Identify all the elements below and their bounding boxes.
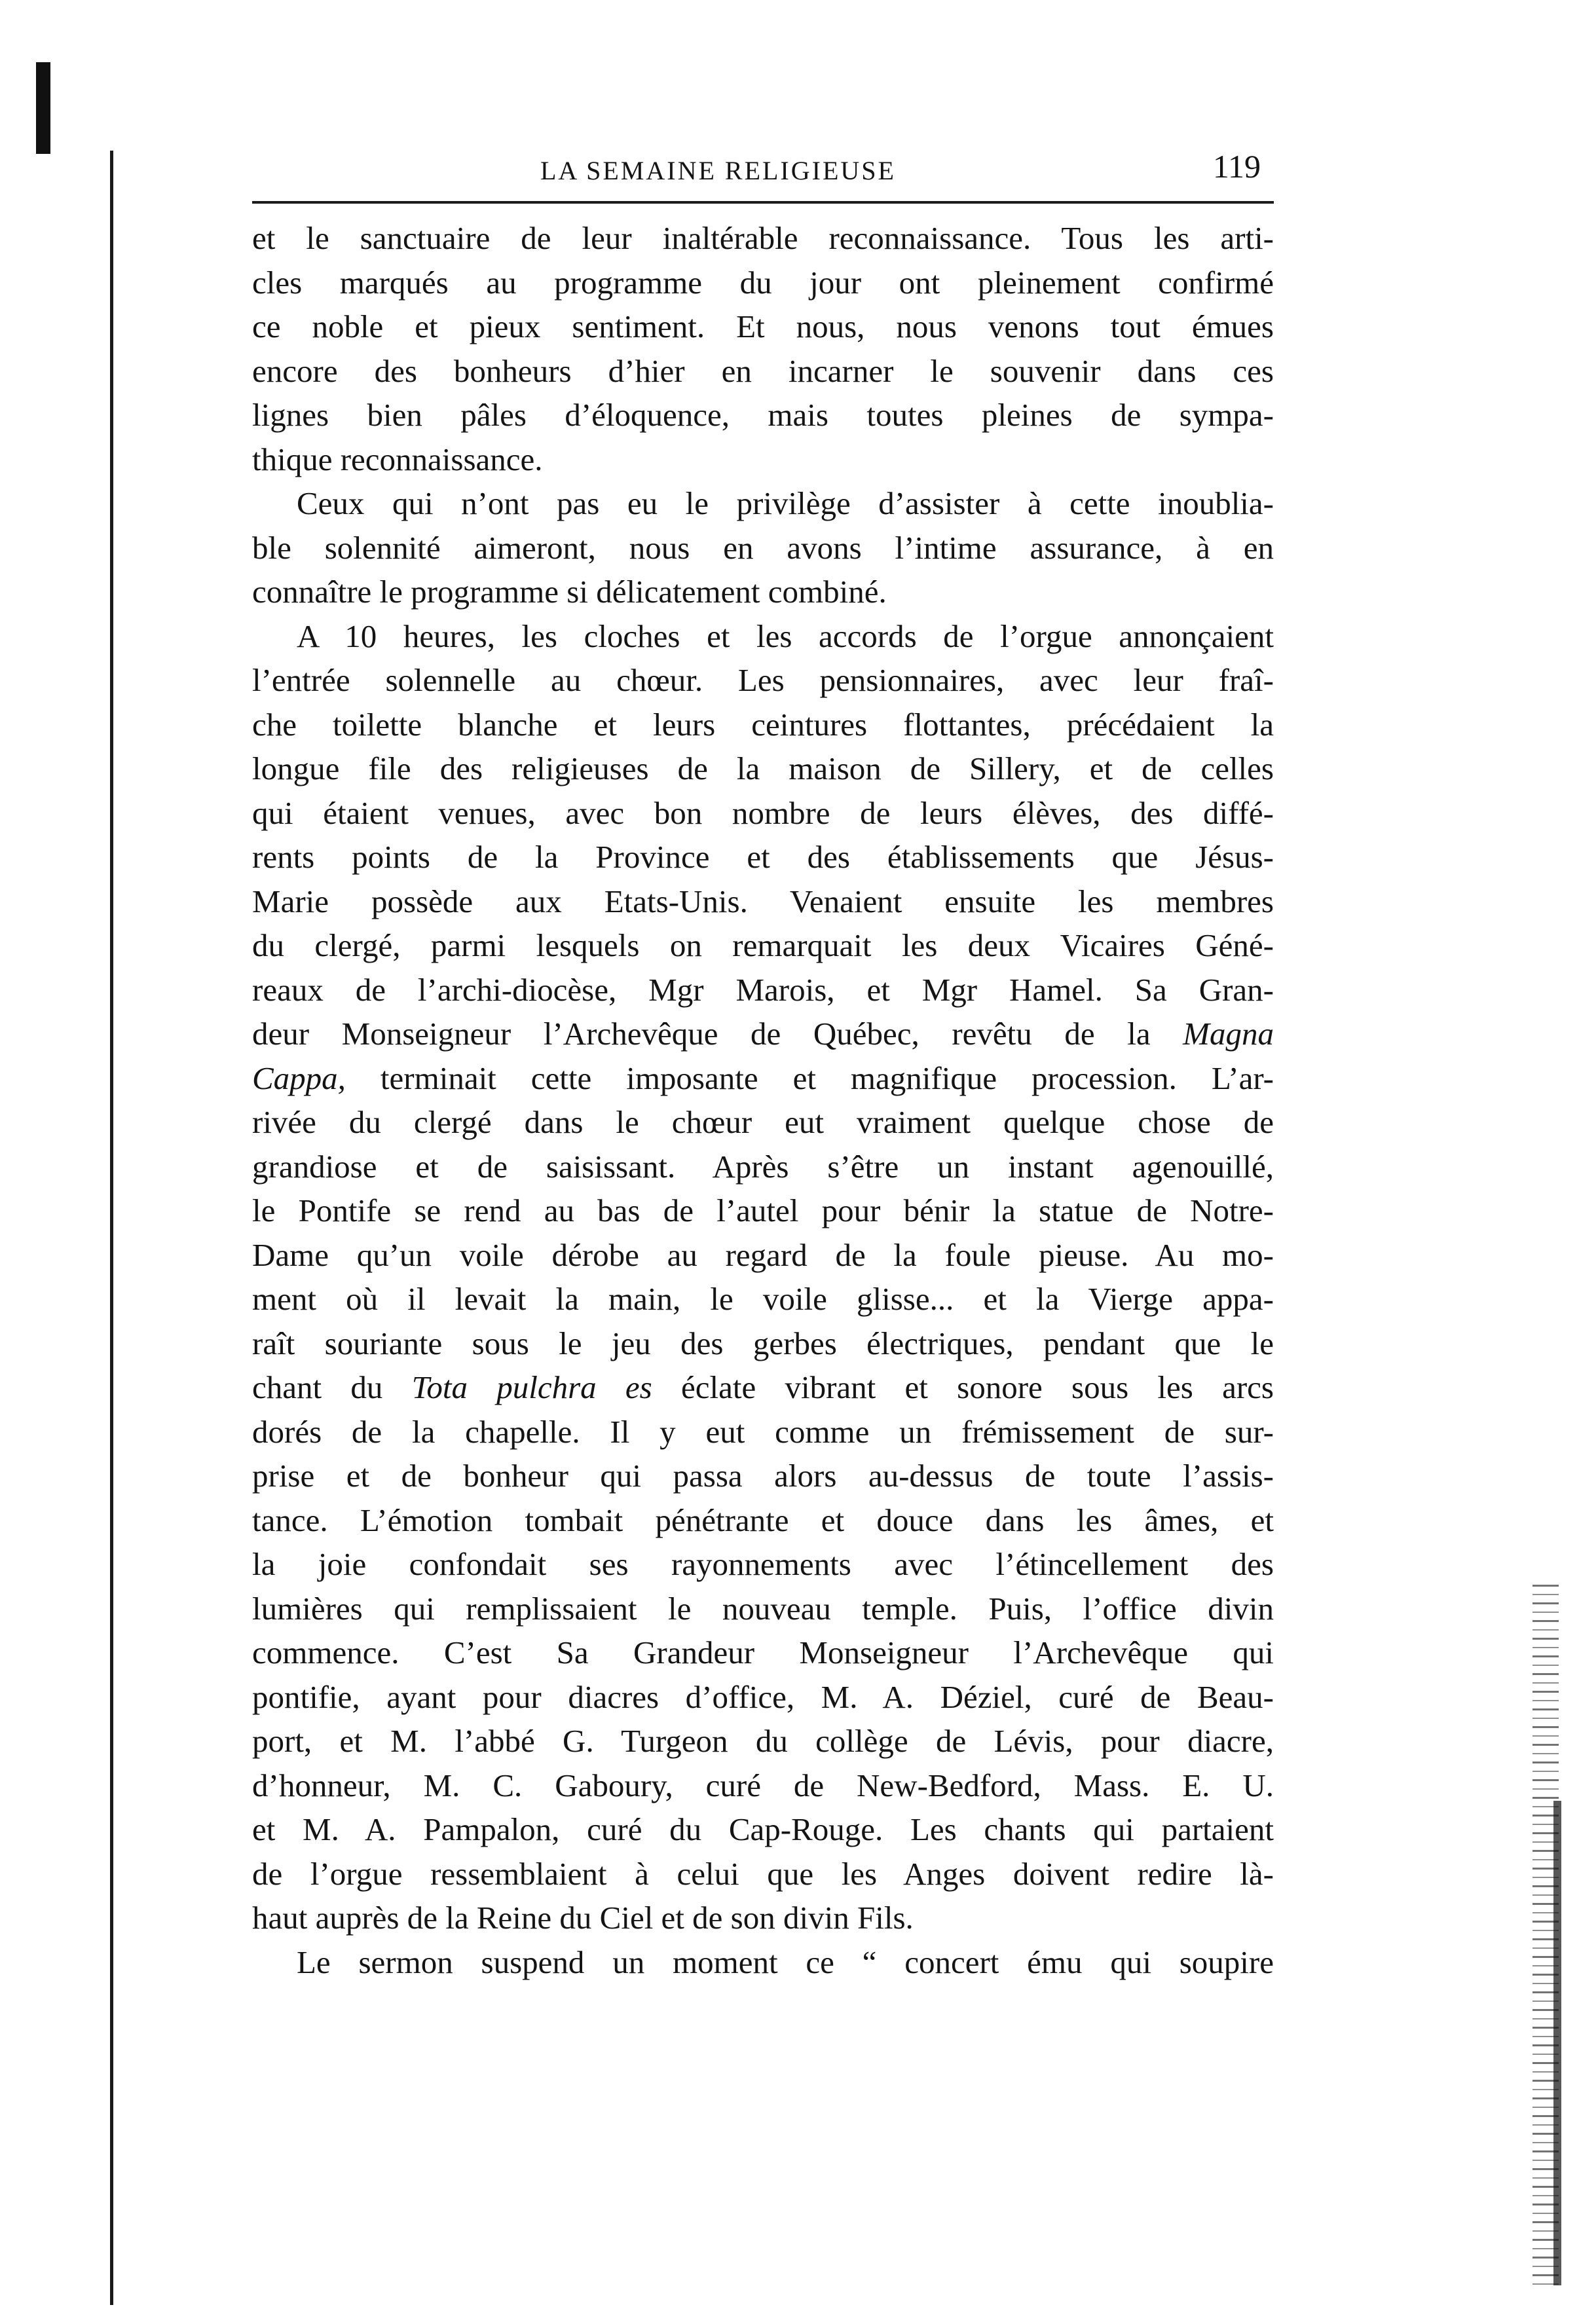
text-line: connaître le programme si délicatement combiné. xyxy=(252,574,887,610)
italic-run: Magna xyxy=(1183,1016,1274,1052)
page-number: 119 xyxy=(1212,148,1261,185)
header-rule xyxy=(252,201,1274,204)
text-run: deur Monseigneur l’Archevêque de Québec, revêtu de la xyxy=(252,1016,1183,1052)
text-line: rivée du clergé dans le chœur eut vraiment quelque chose de xyxy=(252,1104,1274,1140)
text-line xyxy=(252,1012,1274,1056)
text-line: grandiose et de saisissant. Après s’être un instant agenouillé, xyxy=(252,1148,1274,1185)
text-line: che toilette blanche et leurs ceintures flottantes, précédaient la xyxy=(252,706,1274,743)
text-line: Ceux qui n’ont pas eu le privilège d’assister à cette inoublia- xyxy=(297,485,1274,521)
text-line: ble solennité aimeront, nous en avons l’intime assurance, à en xyxy=(252,529,1274,566)
text-line: de l’orgue ressemblaient à celui que les Anges doivent redire là- xyxy=(252,1855,1274,1892)
text-line: port, et M. l’abbé G. Turgeon du collège de Lévis, pour diacre, xyxy=(252,1723,1274,1759)
text-line: du clergé, parmi lesquels on remarquait les deux Vicaires Géné- xyxy=(252,927,1274,963)
text-line: prise et de bonheur qui passa alors au-dessus de toute l’assis- xyxy=(252,1458,1274,1494)
text-line: A 10 heures, les cloches et les accords de l’orgue annonçaient xyxy=(297,618,1274,654)
text-line: pontifie, ayant pour diacres d’office, M. A. Déziel, curé de Beau- xyxy=(252,1678,1274,1715)
text-line: Le sermon suspend un moment ce “ concert ému qui soupire xyxy=(297,1944,1274,1980)
text-line: longue file des religieuses de la maison de Sillery, et de celles xyxy=(252,750,1274,786)
text-line: Dame qu’un voile dérobe au regard de la foule pieuse. Au mo- xyxy=(252,1236,1274,1273)
italic-run: Tota pulchra es xyxy=(411,1369,652,1405)
text-line: raît souriante sous le jeu des gerbes électriques, pendant que le xyxy=(252,1325,1274,1361)
text-line: l’entrée solennelle au chœur. Les pensionnaires, avec leur fraî- xyxy=(252,662,1274,698)
text-line: thique reconnaissance. xyxy=(252,441,543,477)
text-line: tance. L’émotion tombait pénétrante et douce dans les âmes, et xyxy=(252,1502,1274,1538)
text-line: reaux de l’archi-diocèse, Mgr Marois, et Mgr Hamel. Sa Gran- xyxy=(252,971,1274,1008)
binding-edge-mark xyxy=(36,62,50,154)
binding-line xyxy=(110,151,113,2305)
italic-run: Cappa, xyxy=(252,1060,346,1096)
text-line: encore des bonheurs d’hier en incarner le souvenir dans ces xyxy=(252,352,1274,389)
body-text xyxy=(252,216,1274,1984)
text-line: ce noble et pieux sentiment. Et nous, nous venons tout émues xyxy=(252,308,1274,344)
text-line: lignes bien pâles d’éloquence, mais toutes pleines de sympa- xyxy=(252,397,1274,433)
text-line: ment où il levait la main, le voile glisse... et la Vierge appa- xyxy=(252,1281,1274,1317)
text-line: dorés de la chapelle. Il y eut comme un frémissement de sur- xyxy=(252,1413,1274,1450)
running-title: LA SEMAINE RELIGIEUSE xyxy=(540,156,896,185)
text-run: terminait cette imposante et magnifique procession. L’ar- xyxy=(345,1060,1274,1096)
text-run: chant du xyxy=(252,1369,412,1405)
text-line: haut auprès de la Reine du Ciel et de son divin Fils. xyxy=(252,1900,914,1936)
text-line: le Pontife se rend au bas de l’autel pour bénir la statue de Notre- xyxy=(252,1192,1274,1228)
text-line: lumières qui remplissaient le nouveau temple. Puis, l’office divin xyxy=(252,1590,1274,1627)
text-line: et le sanctuaire de leur inaltérable reconnaissance. Tous les arti- xyxy=(252,220,1274,256)
page-header xyxy=(252,141,1274,200)
text-line: qui étaient venues, avec bon nombre de leurs élèves, des diffé- xyxy=(252,794,1274,831)
text-line: commence. C’est Sa Grandeur Monseigneur l’Archevêque qui xyxy=(252,1634,1274,1670)
text-line xyxy=(252,1056,1274,1101)
text-line: Marie possède aux Etats-Unis. Venaient ensuite les membres xyxy=(252,883,1274,919)
text-line: d’honneur, M. C. Gaboury, curé de New-Bedford, Mass. E. U. xyxy=(252,1767,1274,1803)
text-line: et M. A. Pampalon, curé du Cap-Rouge. Les chants qui partaient xyxy=(252,1811,1274,1847)
page-edge-shadow xyxy=(1553,1801,1561,2285)
text-line: rents points de la Province et des établissements que Jésus- xyxy=(252,839,1274,875)
text-line xyxy=(252,1365,1274,1410)
text-run: éclate vibrant et sonore sous les arcs xyxy=(652,1369,1274,1405)
text-line: la joie confondait ses rayonnements avec l’étincellement des xyxy=(252,1546,1274,1582)
text-line: cles marqués au programme du jour ont pleinement confirmé xyxy=(252,264,1274,301)
